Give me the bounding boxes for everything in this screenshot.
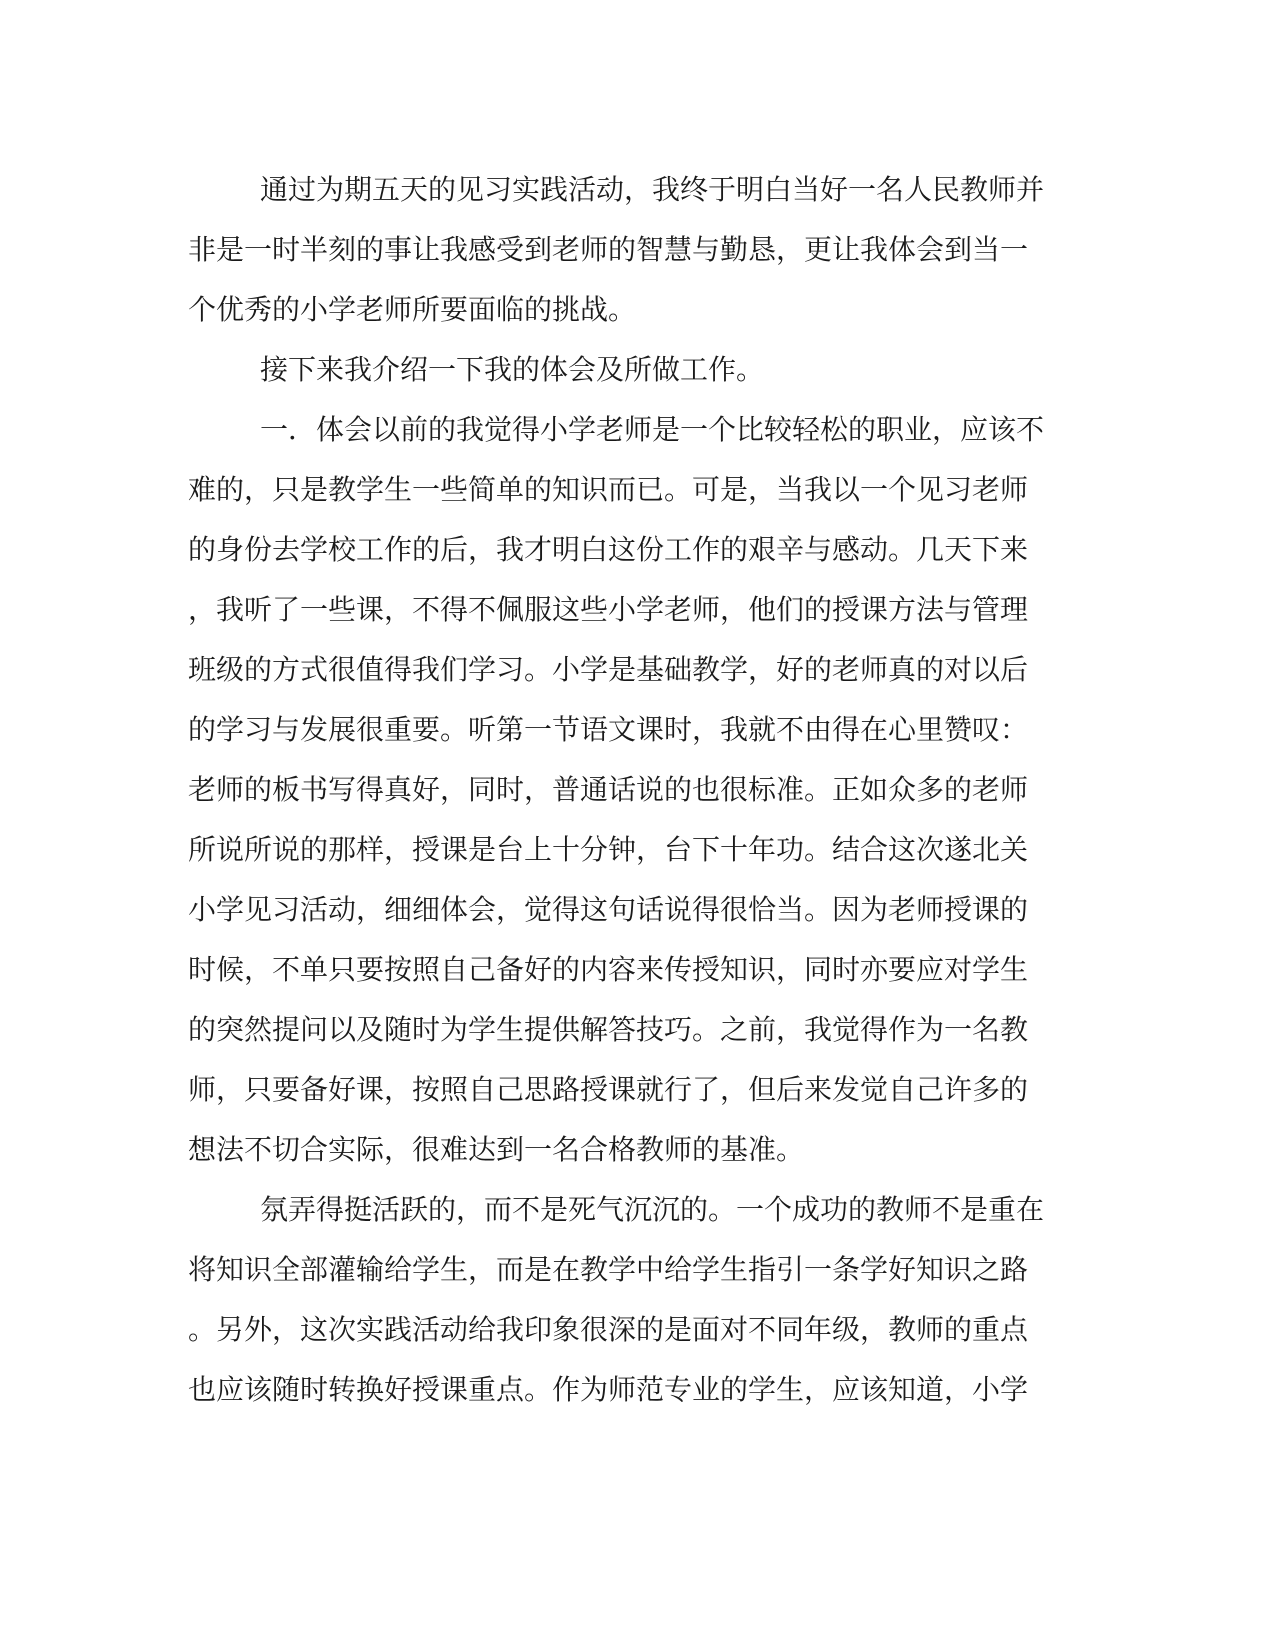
paragraph-2-line-1: 接下来我介绍一下我的体会及所做工作。 xyxy=(260,353,765,386)
paragraph-3-line-2: 难的，只是教学生一些简单的知识而已。可是，当我以一个见习老师 xyxy=(188,473,1029,506)
paragraph-3-line-1: 一．体会以前的我觉得小学老师是一个比较轻松的职业，应该不 xyxy=(260,413,1045,446)
paragraph-3-line-9: 小学见习活动，细细体会，觉得这句话说得很恰当。因为老师授课的 xyxy=(188,893,1029,926)
paragraph-4-line-3: 。另外，这次实践活动给我印象很深的是面对不同年级，教师的重点 xyxy=(188,1313,1029,1346)
paragraph-3-line-5: 班级的方式很值得我们学习。小学是基础教学，好的老师真的对以后 xyxy=(188,653,1029,686)
paragraph-3-line-8: 所说所说的那样，授课是台上十分钟，台下十年功。结合这次遂北关 xyxy=(188,833,1029,866)
paragraph-4-line-1: 氛弄得挺活跃的，而不是死气沉沉的。一个成功的教师不是重在 xyxy=(260,1193,1045,1226)
paragraph-1-line-3: 个优秀的小学老师所要面临的挑战。 xyxy=(188,293,637,326)
paragraph-3-line-10: 时候，不单只要按照自己备好的内容来传授知识，同时亦要应对学生 xyxy=(188,953,1029,986)
paragraph-3-line-13: 想法不切合实际，很难达到一名合格教师的基准。 xyxy=(188,1133,805,1166)
paragraph-3-line-7: 老师的板书写得真好，同时，普通话说的也很标准。正如众多的老师 xyxy=(188,773,1029,806)
paragraph-1-line-2: 非是一时半刻的事让我感受到老师的智慧与勤恳，更让我体会到当一 xyxy=(188,233,1029,266)
paragraph-3-line-12: 师，只要备好课，按照自己思路授课就行了，但后来发觉自己许多的 xyxy=(188,1073,1029,1106)
paragraph-3-line-4: ，我听了一些课，不得不佩服这些小学老师，他们的授课方法与管理 xyxy=(188,593,1029,626)
paragraph-3-line-3: 的身份去学校工作的后，我才明白这份工作的艰辛与感动。几天下来 xyxy=(188,533,1029,566)
paragraph-1-line-1: 通过为期五天的见习实践活动，我终于明白当好一名人民教师并 xyxy=(260,173,1045,206)
paragraph-3-line-6: 的学习与发展很重要。听第一节语文课时，我就不由得在心里赞叹： xyxy=(188,713,1029,746)
paragraph-4-line-4: 也应该随时转换好授课重点。作为师范专业的学生，应该知道，小学 xyxy=(188,1373,1029,1406)
paragraph-3-line-11: 的突然提问以及随时为学生提供解答技巧。之前，我觉得作为一名教 xyxy=(188,1013,1029,1046)
paragraph-4-line-2: 将知识全部灌输给学生，而是在教学中给学生指引一条学好知识之路 xyxy=(188,1253,1029,1286)
body-text xyxy=(188,160,1068,1420)
